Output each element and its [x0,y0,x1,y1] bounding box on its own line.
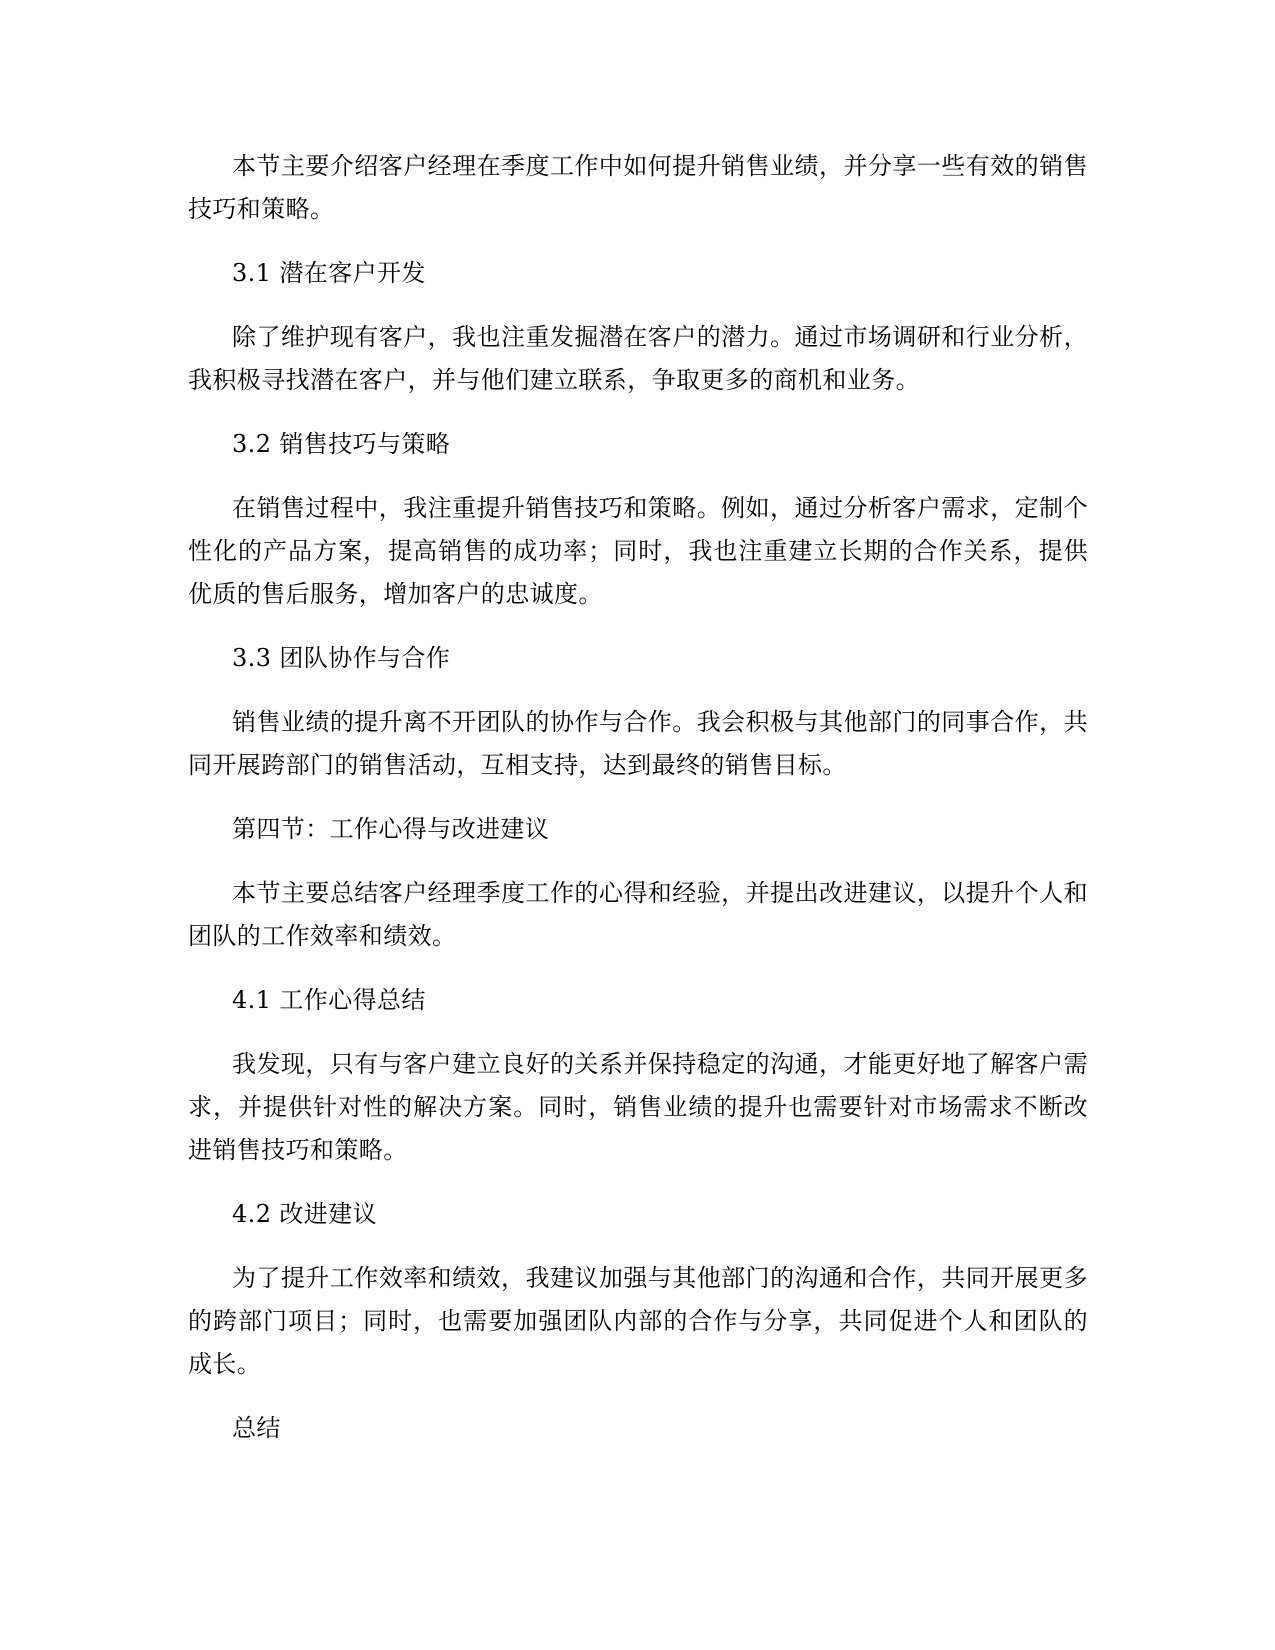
section-heading-3-1: 3.1 潜在客户开发 [232,259,426,287]
intro-paragraph-lessons: 本节主要总结客户经理季度工作的心得和经验，并提出改进建议，以提升个人和团队的工作效率和绩效。 [188,879,1088,950]
section-heading-4-2: 4.2 改进建议 [232,1200,377,1228]
intro-paragraph-sales: 本节主要介绍客户经理在季度工作中如何提升销售业绩，并分享一些有效的销售技巧和策略。 [188,152,1088,223]
paragraph-lessons-summary: 我发现，只有与客户建立良好的关系并保持稳定的沟通，才能更好地了解客户需求，并提供针对性的解决方案。同时，销售业绩的提升也需要针对市场需求不断改进销售技巧和策略。 [188,1050,1088,1164]
section-heading-4-1: 4.1 工作心得总结 [232,986,426,1014]
paragraph-sales-skills: 在销售过程中，我注重提升销售技巧和策略。例如，通过分析客户需求，定制个性化的产品方案，提高销售的成功率；同时，我也注重建立长期的合作关系，提供优质的售后服务，增加客户的忠诚度。 [188,494,1088,608]
document-body [188,145,1088,1471]
section-heading-summary: 总结 [232,1414,281,1442]
section-heading-3-2: 3.2 销售技巧与策略 [232,430,451,458]
section-heading-4: 第四节：工作心得与改进建议 [232,815,550,843]
paragraph-teamwork: 销售业绩的提升离不开团队的协作与合作。我会积极与其他部门的同事合作，共同开展跨部门的销售活动，互相支持，达到最终的销售目标。 [188,708,1088,779]
paragraph-potential-clients: 除了维护现有客户，我也注重发掘潜在客户的潜力。通过市场调研和行业分析，我积极寻找潜在客户，并与他们建立联系，争取更多的商机和业务。 [188,323,1088,394]
section-heading-3-3: 3.3 团队协作与合作 [232,644,451,672]
paragraph-improvements: 为了提升工作效率和绩效，我建议加强与其他部门的沟通和合作，共同开展更多的跨部门项目；同时，也需要加强团队内部的合作与分享，共同促进个人和团队的成长。 [188,1264,1088,1378]
